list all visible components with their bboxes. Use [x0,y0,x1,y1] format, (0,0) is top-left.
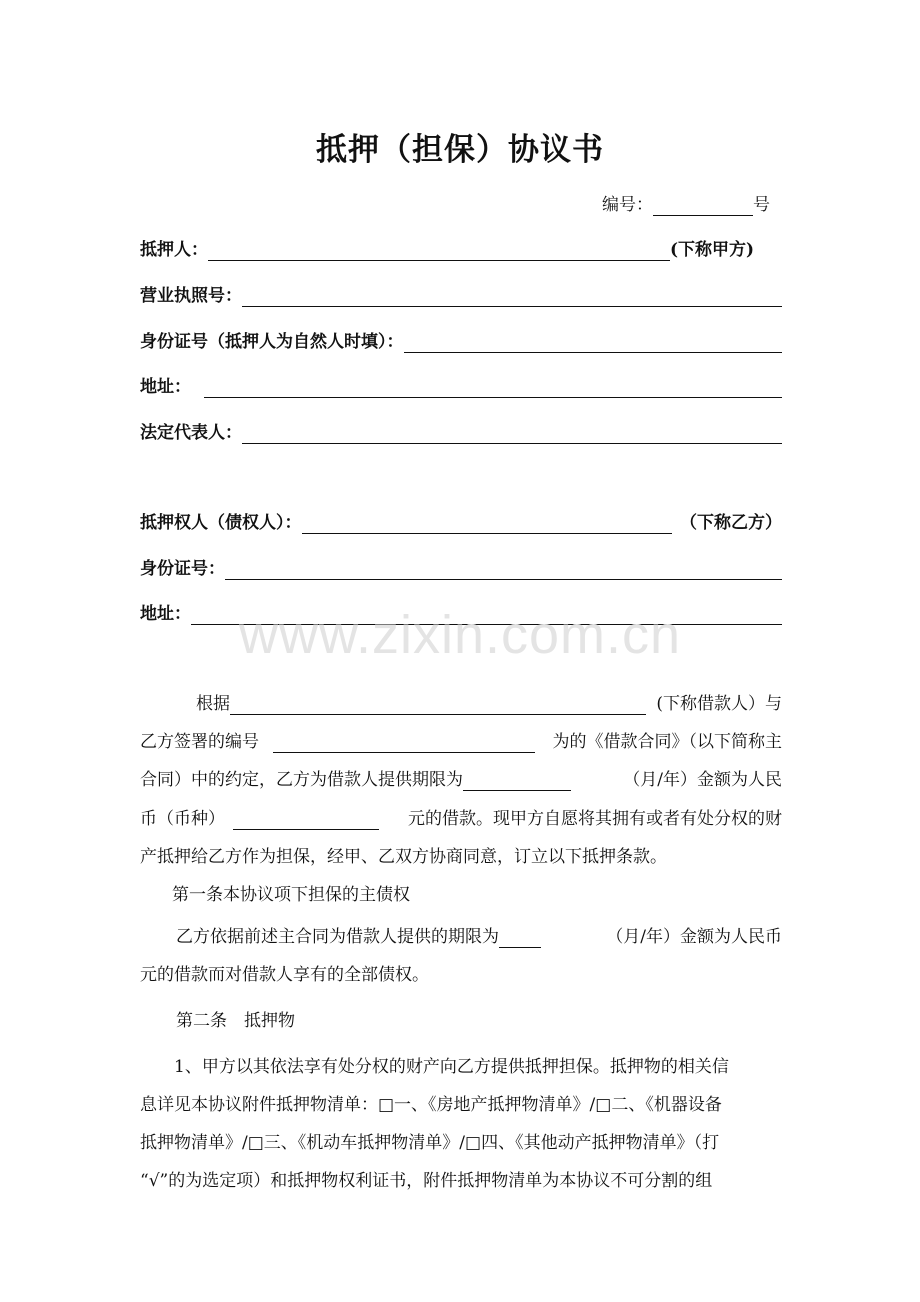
text: 乙方依据前述主合同为借款人提供的期限为 [176,927,499,947]
text: 合同）中的约定，乙方为借款人提供期限为 [140,770,463,790]
text: 1、甲方以其依法享有处分权的财产向乙方提供抵押担保。抵押物的相关信 [174,1057,729,1077]
article2-line [174,1052,782,1078]
text: （月/年）金额为人民 [623,770,782,790]
mortgagee-address-label: 地址： [140,604,191,624]
borrower-input[interactable] [230,694,646,715]
license-label: 营业执照号： [140,286,242,306]
license-field [140,281,782,307]
mortgagee-id-label: 身份证号： [140,559,225,579]
mortgagor-id-field [140,327,782,353]
article1-term-input[interactable] [499,927,541,948]
mortgagor-field [140,235,782,261]
preamble-line [140,804,782,830]
article2-line [140,1128,782,1154]
text: “√”的为选定项）和抵押物权利证书，附件抵押物清单为本协议不可分割的组 [140,1171,713,1191]
text: 乙方签署的编号 [140,732,259,752]
mortgagor-label: 抵押人： [140,240,208,260]
text: 产抵押给乙方作为担保，经甲、乙双方协商同意，订立以下抵押条款。 [140,847,667,867]
mortgagor-input[interactable] [208,240,670,261]
mortgagee-id-input[interactable] [225,559,782,580]
mortgagee-field [140,508,782,534]
text: (下称借款人）与 [656,694,782,714]
legal-rep-label: 法定代表人： [140,423,242,443]
text: （月/年）金额为人民币 [606,927,782,947]
watermark: www.zixin.com.cn [238,605,682,665]
heading: 第二条 抵押物 [176,1011,295,1031]
article1-heading [172,880,814,906]
article1-line [140,922,782,948]
mortgagor-id-input[interactable] [404,332,783,353]
article2-heading [176,1006,818,1032]
mortgagee-input[interactable] [302,513,672,534]
contract-number-field [140,190,770,216]
text: 元的借款而对借款人享有的全部债权。 [140,965,429,985]
text: 息详见本协议附件抵押物清单：□一、《房地产抵押物清单》/□二、《机器设备 [140,1095,722,1115]
article1-line [140,960,782,986]
mortgagor-suffix: (下称甲方) [670,240,755,260]
loan-amount-input[interactable] [233,809,379,830]
mortgagee-id-field [140,554,782,580]
contract-number-suffix: 号 [753,195,770,215]
preamble-line [140,689,782,715]
loan-term-input[interactable] [463,770,571,791]
article2-line [140,1090,782,1116]
contract-number-label: 编号： [602,195,653,215]
loan-contract-number-input[interactable] [273,732,535,753]
mortgagor-id-label: 身份证号（抵押人为自然人时填）： [140,332,404,352]
text: 根据 [196,694,230,714]
article2-line [140,1166,782,1192]
preamble-line [140,727,782,753]
mortgagee-label: 抵押权人（债权人）： [140,513,302,533]
mortgagor-address-input[interactable] [204,377,782,398]
contract-number-input[interactable] [653,195,753,216]
text: 币（币种） [140,809,225,829]
text: 为的《借款合同》（以下简称主 [552,732,782,752]
heading: 第一条本协议项下担保的主债权 [172,885,410,905]
mortgagee-suffix: （下称乙方） [680,513,782,533]
legal-rep-field [140,418,782,444]
text: 元的借款。现甲方自愿将其拥有或者有处分权的财 [408,809,782,829]
document-title: 抵押（担保）协议书 [316,132,604,168]
license-input[interactable] [242,286,782,307]
text: 抵押物清单》/□三、《机动车抵押物清单》/□四、《其他动产抵押物清单》（打 [140,1133,720,1153]
mortgagor-address-field [140,372,782,398]
legal-rep-input[interactable] [242,423,782,444]
preamble-line [140,765,782,791]
preamble-line [140,842,782,868]
mortgagor-address-label: 地址： [140,377,191,397]
